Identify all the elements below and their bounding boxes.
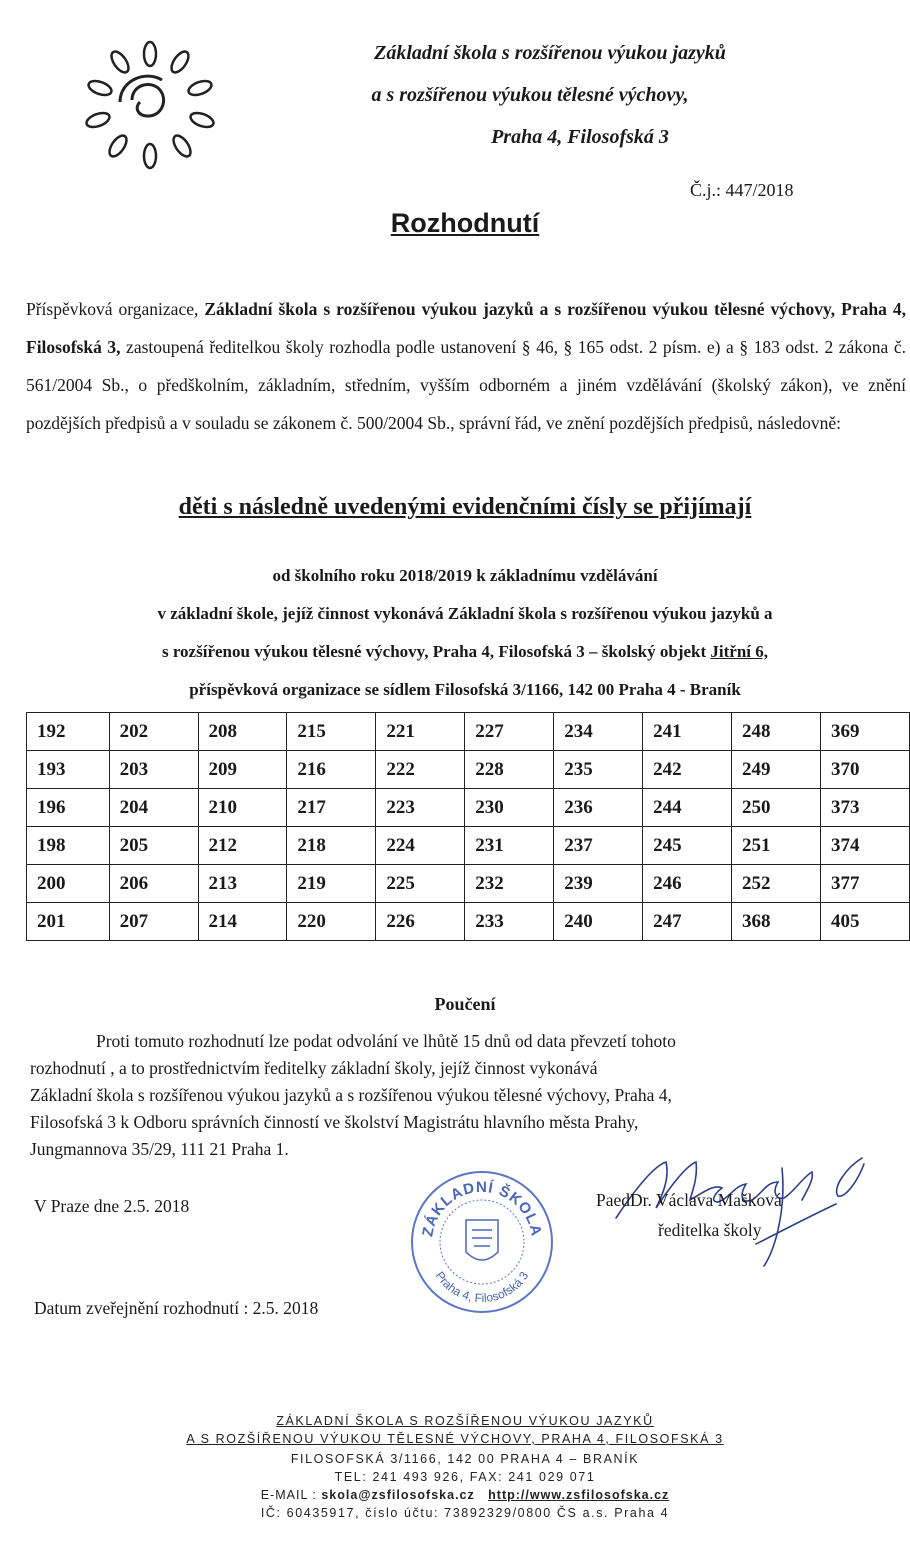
detail-line-1: od školního roku 2018/2019 k základnímu vzdělávání	[272, 566, 658, 585]
school-address: Praha 4, Filosofská 3	[491, 126, 669, 148]
detail-line-3	[0, 642, 910, 662]
table-cell: 248	[732, 713, 821, 751]
table-cell: 235	[554, 751, 643, 789]
accepted-numbers-table	[26, 712, 910, 941]
school-stamp	[408, 1168, 556, 1316]
table-cell: 222	[376, 751, 465, 789]
instruction-heading: Poučení	[434, 994, 496, 1014]
table-cell: 196	[27, 789, 110, 827]
footer-address: FILOSOFSKÁ 3/1166, 142 00 PRAHA 4 – BRANÍK	[290, 1452, 640, 1466]
decision-body	[26, 290, 906, 442]
table-cell: 369	[820, 713, 909, 751]
table-cell: 405	[820, 903, 909, 941]
table-cell: 236	[554, 789, 643, 827]
school-logo-sun-icon	[80, 40, 220, 170]
table-cell: 377	[820, 865, 909, 903]
table-cell: 246	[643, 865, 732, 903]
publication-date: Datum zveřejnění rozhodnutí : 2.5. 2018	[34, 1298, 319, 1318]
footer-school-name: ZÁKLADNÍ ŠKOLA S ROZŠÍŘENOU VÝUKOU JAZYKŮ	[276, 1414, 654, 1428]
table-cell: 370	[820, 751, 909, 789]
table-cell: 217	[287, 789, 376, 827]
svg-text:Praha 4, Filosofská 3	[433, 1269, 532, 1305]
detail-line-3-text: s rozšířenou výukou tělesné výchovy, Praha 4, Filosofská 3 – školský objekt	[161, 642, 711, 661]
table-cell: 202	[109, 713, 198, 751]
table-cell: 241	[643, 713, 732, 751]
table-cell: 209	[198, 751, 287, 789]
table-cell: 233	[465, 903, 554, 941]
table-cell: 206	[109, 865, 198, 903]
table-cell: 252	[732, 865, 821, 903]
table-cell: 251	[732, 827, 821, 865]
footer-web-link[interactable]: http://www.zsfilosofska.cz	[488, 1488, 670, 1502]
table-cell: 221	[376, 713, 465, 751]
instruction-text	[30, 1028, 890, 1163]
school-name-line-1: Základní škola s rozšířenou výukou jazyků	[374, 42, 726, 64]
body-organization: Základní škola s rozšířenou výukou jazyků a s rozšířenou výukou tělesné výchovy, Praha 4, Filosofská 3,	[26, 299, 906, 357]
table-cell: 204	[109, 789, 198, 827]
table-cell: 210	[198, 789, 287, 827]
table-cell: 247	[643, 903, 732, 941]
table-cell: 232	[465, 865, 554, 903]
table-cell: 198	[27, 827, 110, 865]
table-cell: 193	[27, 751, 110, 789]
detail-line-2: v základní škole, jejíž činnost vykonává Základní škola s rozšířenou výukou jazyků a	[157, 604, 773, 623]
stamp-top-text: ZÁKLADNÍ ŠKOLA	[419, 1178, 545, 1239]
body-intro: Příspěvková organizace,	[26, 299, 205, 319]
table-cell: 245	[643, 827, 732, 865]
table-cell: 212	[198, 827, 287, 865]
table-cell: 192	[27, 713, 110, 751]
instruction-line: Jungmannova 35/29, 111 21 Praha 1.	[30, 1139, 289, 1159]
table-row	[27, 865, 910, 903]
instruction-line: rozhodnutí , a to prostřednictvím ředitelky základní školy, jejíž činnost vykonává	[30, 1058, 598, 1078]
school-name-line-2: a s rozšířenou výukou tělesné výchovy,	[371, 84, 689, 106]
table-row	[27, 827, 910, 865]
table-cell: 220	[287, 903, 376, 941]
footer-ids: IČ: 60435917, číslo účtu: 73892329/0800 ČS a.s. Praha 4	[260, 1506, 670, 1520]
instruction-line: Filosofská 3 k Odboru správních činností ve školství Magistrátu hlavního města Prahy,	[30, 1112, 639, 1132]
instruction-line: Základní škola s rozšířenou výukou jazyků a s rozšířenou výukou tělesné výchovy, Praha 4,	[30, 1085, 672, 1105]
table-cell: 249	[732, 751, 821, 789]
table-cell: 374	[820, 827, 909, 865]
table-cell: 207	[109, 903, 198, 941]
table-cell: 244	[643, 789, 732, 827]
table-cell: 205	[109, 827, 198, 865]
place-and-date: V Praze dne 2.5. 2018	[34, 1196, 190, 1216]
table-cell: 225	[376, 865, 465, 903]
table-row	[27, 789, 910, 827]
table-cell: 231	[465, 827, 554, 865]
footer-school-name-2: A S ROZŠÍŘENOU VÝUKOU TĚLESNÉ VÝCHOVY, PRAHA 4, FILOSOFSKÁ 3	[186, 1432, 724, 1446]
table-cell: 224	[376, 827, 465, 865]
footer-email-link[interactable]: skola@zsfilosofska.cz	[321, 1488, 475, 1502]
stamp-bottom-text: Praha 4, Filosofská 3	[432, 1268, 532, 1306]
detail-line-4: příspěvková organizace se sídlem Filosofská 3/1166, 142 00 Praha 4 - Braník	[189, 680, 741, 699]
signer-role: ředitelka školy	[658, 1220, 762, 1240]
table-cell: 218	[287, 827, 376, 865]
table-cell: 373	[820, 789, 909, 827]
table-cell: 223	[376, 789, 465, 827]
reference-number: Č.j.: 447/2018	[690, 180, 794, 200]
table-cell: 226	[376, 903, 465, 941]
table-cell: 208	[198, 713, 287, 751]
table-cell: 237	[554, 827, 643, 865]
table-cell: 200	[27, 865, 110, 903]
signer-name: PaedDr. Václava Mašková	[596, 1190, 782, 1210]
table-cell: 250	[732, 789, 821, 827]
table-cell: 203	[109, 751, 198, 789]
detail-line-3-building: Jitřní 6,	[710, 642, 769, 661]
table-row	[27, 903, 910, 941]
table-cell: 201	[27, 903, 110, 941]
table-cell: 228	[465, 751, 554, 789]
table-cell: 214	[198, 903, 287, 941]
table-cell: 216	[287, 751, 376, 789]
document-title: Rozhodnutí	[390, 208, 540, 238]
body-rest: zastoupená ředitelkou školy rozhodla podle ustanovení § 46, § 165 odst. 2 písm. e) a § 183 odst. 2 zákona č. 561/2004 Sb., o předškolním, základním, středním, vyšším odborném a jiném vzdělávání (školský zákon), ve znění pozdějších předpisů a v souladu se zákonem č. 500/2004 Sb., správní řád, ve znění pozdějších předpisů, následovně:	[26, 337, 906, 433]
table-cell: 239	[554, 865, 643, 903]
table-row	[27, 713, 910, 751]
table-cell: 368	[732, 903, 821, 941]
table-cell: 227	[465, 713, 554, 751]
table-cell: 219	[287, 865, 376, 903]
table-cell: 240	[554, 903, 643, 941]
table-cell: 230	[465, 789, 554, 827]
table-cell: 234	[554, 713, 643, 751]
footer-phone: TEL: 241 493 926, FAX: 241 029 071	[334, 1470, 596, 1484]
table-cell: 242	[643, 751, 732, 789]
coat-of-arms-icon	[466, 1220, 498, 1260]
table-cell: 215	[287, 713, 376, 751]
table-cell: 213	[198, 865, 287, 903]
instruction-line: Proti tomuto rozhodnutí lze podat odvolání ve lhůtě 15 dnů od data převzetí tohoto	[96, 1031, 676, 1051]
table-row	[27, 751, 910, 789]
decision-statement: děti s následně uvedenými evidenčními čísly se přijímají	[178, 494, 752, 520]
footer-email-label: E-MAIL :	[260, 1488, 322, 1502]
footer-contact	[0, 1488, 910, 1502]
